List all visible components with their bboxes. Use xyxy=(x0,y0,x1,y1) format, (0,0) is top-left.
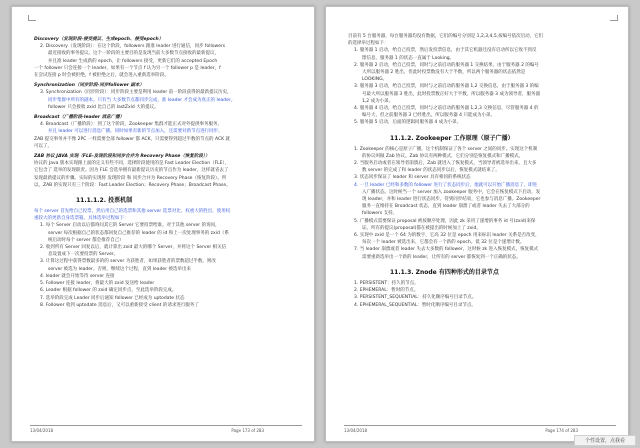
text-line: 统启动时每个 server 都会推荐自己） xyxy=(48,237,124,243)
text-line: 它包含了 选举的发现职责。因为 FLE 会选举拥有最新提议历史的节点作为 leader，这样就省去了 xyxy=(34,168,229,174)
text-line: 4. Broadcast（广播阶段）：到了这个阶段，Zookeeper 集群才能正式对外提供事务服务， xyxy=(40,122,222,128)
text-line: ZAB 协议 JAVA 实现（FLE-发现阶段和同步合并为 Recovery Phase（恢复阶段）） xyxy=(34,154,210,160)
text-line: 5. 广播模式需要保证 proposal 被按顺序处理，因此 zk 采用了递增的事务 id 号(zxid)来保 xyxy=(354,218,536,224)
text-line: 入广播状态。这时候当一个 server 加入 zookeeper 服务中，它会在恢复模式下启动，发 xyxy=(362,189,541,195)
text-line: 5. 服务器 5 启动，后面的逻辑同服务器 4 成为小弟。 xyxy=(354,120,462,126)
right-footer xyxy=(344,425,616,435)
footer-page-number: Page 173 of 283 xyxy=(231,428,264,433)
text-line: 重较大的更新自身选票箱。具体选举过程如下： xyxy=(34,216,129,222)
left-page xyxy=(11,6,315,442)
footer-date: 13/04/2018 xyxy=(30,428,54,433)
text-line: 1,2 成为小弟。 xyxy=(362,98,394,104)
text-line: 并且 leader 可以进行消息广播。同时如果有新的节点加入，还需要对新节点进行同步。 xyxy=(48,129,223,135)
left-text-block-2 xyxy=(34,208,300,309)
text-line: 2. Discovery（发现阶段）：在这个阶段，followers 跟准 leader 进行通信，同步 followers xyxy=(40,44,226,50)
text-line: 大所以服务器 2 胜出，但此时投票数没有大于半数，所以两个服务器的状态依然是 xyxy=(362,70,526,76)
text-line: 3. Synchronization（同步阶段）：同步阶段主要是利用 leader 前一阶段获得的最新提议历史， xyxy=(40,90,232,96)
text-line: 需要重新选举出一个新的 leader，让所有的 server 都恢复到一个正确的状态。 xyxy=(362,254,521,260)
right-text-block-3 xyxy=(348,280,614,309)
text-line: 1. 服务器 1 启动，给自己投票，然后发投票信息，由于其它机器还没有启动所以它收不到反 xyxy=(354,48,537,54)
text-line: 现 leader，并和 leader 进行状态同步。待到同步结束，它也参与消息广播。Zookeeper xyxy=(362,197,541,203)
text-line: 并且准 leader 生成新的 epoch，让 followers 接受，更新它们的 accepted Epoch xyxy=(48,58,218,64)
section-heading-zab: 11.1.2. Zookeeper 工作原理（原子广播） xyxy=(390,134,514,142)
text-line: 可以了。 xyxy=(34,143,52,149)
text-line: 1. PERSISTENT：持久的节点。 xyxy=(354,280,419,286)
text-line: LOOKING。 xyxy=(362,77,388,83)
text-line: 号最大所以服务器 3 胜出，此时投票数正好大于半数，所以服务器 3 成为领导者，服务器 xyxy=(362,91,540,97)
text-line: 息设置成下一次要投票的 Server。 xyxy=(48,252,119,258)
text-line: follower 只会接收 zxid 比自己的 lastZxid 大的提议。 xyxy=(48,104,159,110)
text-line: ZAB 提交事务并不像 2PC 一样需要全部 follower 都 ACK，只需要得到超过半数的节点的 ACK 就 xyxy=(34,136,230,142)
text-line: 的协议叫做 Zab 协议。Zab 协议有两种模式，它们分别是恢复模式和广播模式。 xyxy=(362,153,524,159)
text-line: 服务一直维持在 Broadcast 状态，直到 leader 崩溃了或者 leader 失去了大部分的 xyxy=(362,204,530,210)
footer-page-number: Page 174 of 283 xyxy=(545,428,578,433)
text-line: 3. 服务器 3 启动，给自己投票，同时与之前启动的服务器 1,2 交换信息，由于服务器 3 的编 xyxy=(354,84,539,90)
crop-mark xyxy=(28,15,36,21)
text-line: server 被选为 leader。否则，继续这个过程，直到 leader 被选举出来 xyxy=(48,266,191,272)
text-line: 最近接收的事务提议。这个一阶段的主要目的是发现当前大多数节点接收的最新提议， xyxy=(48,51,219,57)
text-line: 4. EPHEMERAL_SEQUENTIAL：暂时化顺序编号目录节点。 xyxy=(354,302,476,308)
text-line: 3. 状态同步保证了 leader 和 server 具有相同的系统状态 xyxy=(354,175,471,181)
text-line: 编号大，但之前服务器 3 已经胜出，所以服务器 4 只能成为小弟。 xyxy=(362,113,495,119)
text-line: 6. 实现中 zxid 是一个 64 为的数字，它高 32 位是 epoch 用来标识 leader 关系是否改变， xyxy=(354,233,540,239)
text-line: 每个 server 首先给自己投票，然后用自己的选票和其他 server 选票对比，权重大的胜出，使用权 xyxy=(34,209,231,215)
text-line: 以，ZAB 的实现只有三个阶段：Fast Leader Election；Recovery Phase；Broadcast Phase。 xyxy=(34,182,231,188)
left-text-block xyxy=(34,36,300,189)
text-line: 2. 服务器 2 启动，给自己投票，同时与之前启动的服务器 1 交换结果，由于服务器 2 的编号 xyxy=(354,62,539,68)
text-line: 目前有 5 台服务器，每台服务器均没有数据，它们的编号分别是 1,2,3,4,5,按编号依次启动，它们 xyxy=(348,34,544,39)
right-text-block-2 xyxy=(348,146,614,261)
text-line: 每次一个 leader 被选出来，它都会有一个新的 epoch。低 32 位是个递增计数。 xyxy=(362,240,525,246)
text-line: 协议的 Java 版本实现跟上面的定义有些不同，选择阶段使用的是 Fast Leader Election（FLE）， xyxy=(34,161,230,167)
right-page xyxy=(325,6,629,442)
settings-popup-button[interactable]: 个性设置，点我看 xyxy=(574,435,636,446)
text-line: Discovery（发现阶段-接受提议、生成epoch、接受epoch） xyxy=(34,37,164,42)
footer-date: 13/04/2018 xyxy=(344,428,368,433)
right-page-content xyxy=(348,33,614,417)
section-heading-znode: 11.1.3. Znode 有四种形式的目录节点 xyxy=(390,268,499,276)
text-line: 3. 计算这过程中获得票数最多的的 server 为获胜者，如果获胜者的票数超过半数，则改 xyxy=(40,259,216,265)
text-line: 4. 服务器 4 启动，给自己投票，同时与之前启动的服务器 1,2,3 交换信息，尽管服务器 4 的 xyxy=(354,106,539,112)
section-heading-voting: 11.1.1.2. 投票机制 xyxy=(76,197,133,205)
text-line: 7. 当 leader 崩溃或者 leader 失去大多数的 follower，这时候 zk 进入恢复模式，恢复模式 xyxy=(354,247,539,253)
left-page-content xyxy=(34,33,300,417)
text-line: Synchronization（同步阶段-同步follower 副本） xyxy=(34,83,145,89)
text-line: 2. 收到所有 Server 回复以后，就计算出 zxid 最大的哪个 Server，并将这个 Server 相关信 xyxy=(40,245,227,251)
text-line: 在尝试连接 p 时会被拒绝，f 被拒绝之后，就会进入重新选举阶段。 xyxy=(34,73,169,79)
text-line: 数 server 的完成了和 leader 的状态同步以后，恢复模式就结束了。 xyxy=(362,168,500,174)
left-footer xyxy=(30,425,302,435)
text-line: 8. Follower 收到 uptodate 消息后，又可以重新接受 client 的请求进行服务了 xyxy=(40,302,199,308)
text-line: 1. 每个 Server 启动以后都询问其它的 Server 它要投票给谁。对于其他 server 的询问， xyxy=(40,223,220,229)
text-line: 2. EPHEMERAL：暂时的节点。 xyxy=(354,288,419,294)
text-line: Broadcast（广播阶段-leader 消息广播） xyxy=(34,115,125,121)
right-text-block xyxy=(348,33,614,127)
text-line: 一个 follower 只会连接一个 leader，如果有一个节点 f 认为另一个 follower p 是 leader，f xyxy=(34,65,221,71)
text-line: 馈信息，服务器 1 的状态一直属于 Looking。 xyxy=(362,55,455,61)
text-line: 4. leader 就会开始等待 server 连接 xyxy=(40,273,115,279)
text-line: 3. PERSISTENT_SEQUENTIAL：持久化顺序编号目录节点。 xyxy=(354,295,477,301)
text-line: 的选择举过程如下： xyxy=(348,41,389,47)
text-line: 发现最新提议的步骤。实际的实现将 发现阶段 和 同步合并为 Recovery Phase（恢复阶段）。所 xyxy=(34,175,227,181)
text-line: 5. Follower 连接 leader，将最大的 zxid 发送给 leader xyxy=(40,281,155,287)
text-line: 4. 一旦 leader 已经和多数的 follower 进行了状态同步后，他就可以开始广播消息了，即进 xyxy=(354,182,538,188)
text-line: 同步集群中所有的副本。只有当 大多数节点都同步完成，准 leader 才会成为真正的 leader。 xyxy=(48,97,236,103)
text-line: 7. 选举阶段完成 Leader 同步后通知 follower 已经成为 uptodate 状态 xyxy=(40,295,185,301)
text-line: 证。所有的提议(proposal)都在被提出的时候加上了 zxid。 xyxy=(362,225,481,231)
text-line: 2. 当服务启动或者在领导者崩溃后，Zab 就进入了恢复模式，当领导者被选举出来，且大多 xyxy=(354,161,537,167)
text-line: 6. Leader 根据 follower 的 zxid 确定同步点，至此选举阶段完成。 xyxy=(40,288,177,294)
text-line: server 每次根据自己的状态都回复自己推荐的 leader 的 id 和上一次处理事务的 zxid（系 xyxy=(48,230,229,236)
text-line: 1. Zookeeper 的核心是原子广播，这个机制保证了各个 server 之间的同步。实现这个机制 xyxy=(354,146,538,152)
crop-mark xyxy=(610,15,618,21)
text-line: followers 支持。 xyxy=(362,211,398,217)
